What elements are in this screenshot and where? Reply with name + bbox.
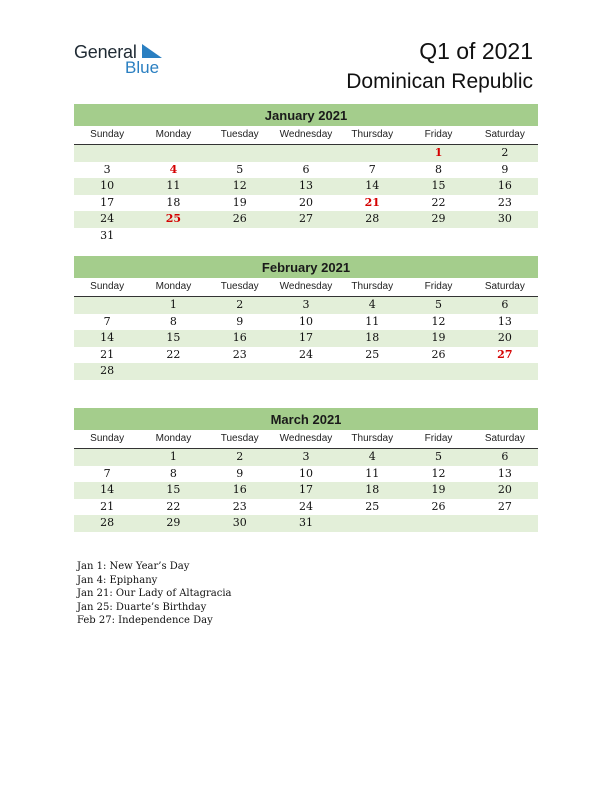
day-cell: 8 [169, 466, 177, 480]
day-cell [207, 363, 273, 380]
weekday-label: Friday [424, 281, 453, 292]
day-cell: 19 [431, 483, 446, 497]
day-cell [207, 145, 273, 162]
day-cell: 12 [431, 466, 446, 480]
day-cell: 3 [302, 298, 310, 311]
weekday-header-row [74, 430, 538, 449]
day-cell: 10 [100, 179, 115, 193]
weekday-label: Wednesday [279, 129, 333, 140]
day-cell [339, 228, 405, 245]
day-cell: 13 [497, 314, 512, 328]
weekday-label: Tuesday [220, 129, 259, 140]
day-cell: 4 [368, 450, 376, 463]
day-cell: 8 [435, 162, 443, 176]
day-cell: 5 [435, 450, 443, 463]
day-cell: 23 [232, 499, 247, 513]
weekday-label: Sunday [90, 281, 125, 292]
week-row [74, 145, 538, 162]
weekday-label: Thursday [351, 129, 394, 140]
day-cell [405, 363, 471, 380]
day-cell: 28 [100, 516, 115, 530]
day-cell: 25 [365, 499, 380, 513]
day-cell: 3 [302, 450, 310, 463]
day-cell: 14 [365, 179, 380, 193]
month-title: March 2021 [74, 408, 538, 430]
week-row [74, 314, 538, 331]
day-cell: 31 [298, 516, 313, 530]
day-cell: 7 [368, 162, 376, 176]
day-cell [339, 363, 405, 380]
week-row [74, 515, 538, 532]
holiday-day-cell: 27 [497, 347, 513, 361]
month-title: February 2021 [74, 256, 538, 278]
day-cell: 23 [232, 347, 247, 361]
logo-word-general: General [74, 42, 137, 62]
day-cell: 15 [166, 483, 181, 497]
day-cell: 1 [169, 450, 177, 463]
weekday-label: Thursday [351, 433, 394, 444]
day-cell [273, 363, 339, 380]
day-cell [140, 363, 206, 380]
day-cell: 19 [431, 331, 446, 345]
holiday-day-cell: 21 [364, 195, 380, 209]
week-row [74, 178, 538, 195]
weekday-label: Sunday [90, 433, 125, 444]
weekday-label: Monday [155, 129, 192, 140]
month-march [74, 408, 538, 532]
day-cell: 11 [166, 179, 181, 193]
day-cell [405, 228, 471, 245]
day-cell: 20 [497, 331, 512, 345]
day-cell [74, 449, 140, 466]
day-cell [472, 515, 538, 532]
day-cell: 20 [298, 195, 313, 209]
day-cell: 29 [166, 516, 181, 530]
day-cell: 10 [298, 466, 313, 480]
day-cell [273, 145, 339, 162]
weekday-label: Saturday [484, 281, 525, 292]
day-cell: 11 [365, 466, 380, 480]
day-cell: 21 [100, 347, 115, 361]
day-cell: 16 [497, 179, 512, 193]
day-cell: 18 [365, 331, 380, 345]
day-cell: 26 [431, 499, 446, 513]
weekday-label: Monday [155, 433, 192, 444]
day-cell: 6 [501, 298, 509, 311]
day-cell [140, 145, 206, 162]
day-cell: 30 [232, 516, 247, 530]
day-cell: 18 [365, 483, 380, 497]
day-cell: 27 [298, 212, 313, 226]
holiday-note: Jan 21: Our Lady of Altagracia [77, 588, 232, 600]
holiday-note: Jan 1: New Year’s Day [77, 561, 190, 572]
day-cell [339, 145, 405, 162]
week-row [74, 330, 538, 347]
country-name: Dominican Republic [346, 70, 533, 93]
day-cell: 17 [100, 195, 115, 209]
day-cell: 2 [501, 146, 509, 159]
holiday-list [77, 560, 232, 628]
day-cell: 15 [431, 179, 446, 193]
week-row [74, 228, 538, 245]
month-title: January 2021 [74, 104, 538, 126]
day-cell: 14 [100, 483, 115, 497]
day-cell: 9 [501, 162, 509, 176]
week-row [74, 363, 538, 380]
day-cell [405, 515, 471, 532]
day-cell: 27 [497, 499, 512, 513]
weekday-header-row [74, 126, 538, 145]
weekday-label: Saturday [484, 433, 525, 444]
day-cell [472, 228, 538, 245]
day-cell: 6 [302, 162, 310, 176]
day-cell: 12 [431, 314, 446, 328]
holiday-day-cell: 25 [165, 212, 182, 226]
day-cell: 31 [100, 228, 115, 242]
weekday-label: Sunday [90, 129, 125, 140]
day-cell: 25 [365, 347, 380, 361]
brand-logo [74, 42, 174, 78]
weekday-label: Tuesday [220, 433, 259, 444]
day-cell: 5 [435, 298, 443, 311]
day-cell: 3 [103, 162, 111, 176]
logo-word-blue: Blue [125, 58, 160, 77]
weekday-label: Wednesday [279, 281, 333, 292]
week-row [74, 347, 538, 364]
day-cell: 12 [232, 179, 247, 193]
week-row [74, 449, 538, 466]
day-cell: 2 [236, 450, 244, 463]
day-cell: 17 [298, 483, 313, 497]
day-cell [207, 228, 273, 245]
day-cell [74, 297, 140, 314]
day-cell: 5 [236, 162, 244, 176]
day-cell: 26 [431, 347, 446, 361]
holiday-note: Jan 4: Epiphany [77, 574, 158, 586]
week-row [74, 466, 538, 483]
weekday-label: Thursday [351, 281, 394, 292]
day-cell: 19 [232, 195, 247, 209]
day-cell: 10 [298, 314, 313, 328]
day-cell: 29 [431, 212, 446, 226]
day-cell: 2 [236, 298, 244, 311]
day-cell: 8 [169, 314, 177, 328]
day-cell: 16 [232, 331, 247, 345]
day-cell [74, 145, 140, 162]
day-cell: 21 [100, 499, 115, 513]
day-cell: 6 [501, 450, 509, 463]
day-cell: 16 [232, 483, 247, 497]
day-cell: 28 [100, 364, 115, 378]
week-row [74, 195, 538, 212]
weekday-label: Wednesday [279, 433, 333, 444]
weekday-label: Friday [424, 433, 453, 444]
month-february [74, 256, 538, 380]
holiday-day-cell: 4 [169, 162, 178, 176]
week-row [74, 499, 538, 516]
day-cell: 14 [100, 331, 115, 345]
day-cell: 13 [497, 466, 512, 480]
holiday-day-cell: 1 [434, 146, 443, 159]
day-cell: 13 [298, 179, 313, 193]
weekday-header-row [74, 278, 538, 297]
day-cell: 22 [166, 347, 181, 361]
week-row [74, 162, 538, 179]
weekday-label: Saturday [484, 129, 525, 140]
page-title: Q1 of 2021 [419, 38, 533, 64]
day-cell: 23 [497, 195, 512, 209]
weekday-label: Tuesday [220, 281, 259, 292]
week-row [74, 482, 538, 499]
day-cell: 28 [365, 212, 380, 226]
day-cell: 22 [166, 499, 181, 513]
day-cell: 17 [298, 331, 313, 345]
day-cell: 7 [103, 314, 111, 328]
day-cell: 11 [365, 314, 380, 328]
day-cell [273, 228, 339, 245]
day-cell: 9 [236, 466, 244, 480]
day-cell: 7 [103, 466, 111, 480]
week-row [74, 211, 538, 228]
weekday-label: Monday [155, 281, 192, 292]
holiday-note: Feb 27: Independence Day [77, 615, 213, 627]
day-cell: 26 [232, 212, 247, 226]
holiday-note: Jan 25: Duarte’s Birthday [77, 601, 207, 613]
day-cell: 9 [236, 314, 244, 328]
week-row [74, 297, 538, 314]
day-cell: 15 [166, 331, 181, 345]
day-cell [140, 228, 206, 245]
day-cell: 30 [497, 212, 512, 226]
day-cell: 24 [298, 347, 313, 361]
day-cell [472, 363, 538, 380]
day-cell: 22 [431, 195, 446, 209]
day-cell: 18 [166, 195, 181, 209]
day-cell: 20 [497, 483, 512, 497]
month-january [74, 104, 538, 245]
day-cell: 24 [100, 212, 115, 226]
day-cell [339, 515, 405, 532]
day-cell: 24 [298, 499, 313, 513]
day-cell: 1 [169, 298, 177, 311]
weekday-label: Friday [424, 129, 453, 140]
day-cell: 4 [368, 298, 376, 311]
